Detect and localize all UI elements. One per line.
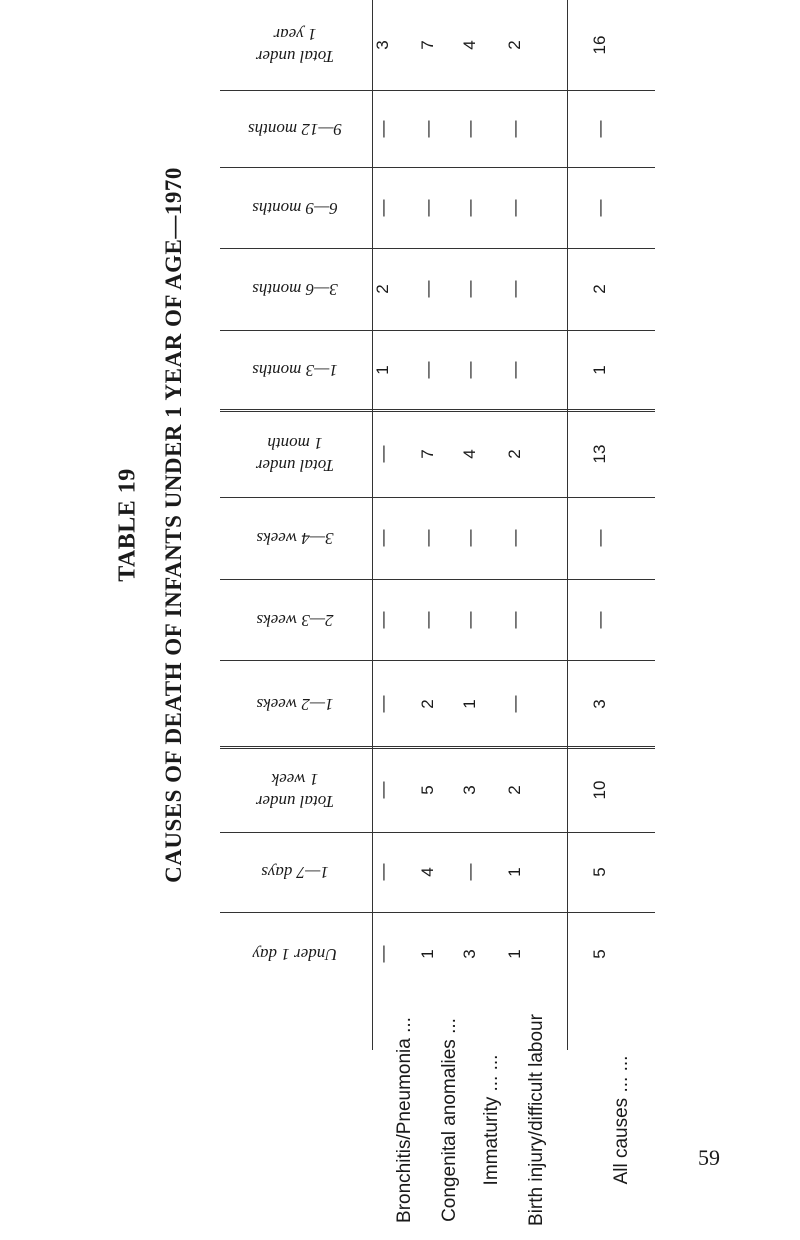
table-cell: — bbox=[505, 199, 524, 216]
section-rule bbox=[220, 746, 655, 749]
table-cell: — bbox=[418, 361, 437, 379]
table-cell: 4 bbox=[460, 448, 479, 459]
table-cell: 5 bbox=[418, 784, 437, 795]
row-label: Immaturity ... ... bbox=[481, 1054, 502, 1186]
column-header-line: 9—12 months bbox=[248, 119, 342, 139]
table-cell: — bbox=[460, 361, 479, 379]
table-cell: 1 bbox=[460, 698, 479, 709]
table-cell: 4 bbox=[418, 867, 437, 877]
column-header-line: 1—3 months bbox=[252, 361, 338, 380]
table-cell: — bbox=[418, 611, 437, 628]
row-label: All causes ... ... bbox=[611, 1055, 632, 1185]
table-cell: — bbox=[373, 945, 392, 962]
table-cell: — bbox=[505, 611, 524, 628]
header-divider bbox=[372, 0, 373, 1050]
table-cell: — bbox=[418, 280, 437, 298]
column-rule bbox=[220, 579, 655, 580]
column-rule bbox=[220, 167, 655, 168]
table-cell: — bbox=[460, 199, 479, 216]
column-header-line: Total under bbox=[255, 455, 335, 475]
table-cell: — bbox=[418, 199, 437, 216]
column-header bbox=[220, 527, 370, 549]
column-header bbox=[220, 432, 370, 476]
column-header bbox=[220, 861, 370, 883]
table-cell: 2 bbox=[590, 284, 609, 294]
table-cell: 2 bbox=[505, 40, 524, 50]
table-cell: — bbox=[505, 120, 524, 137]
table-cell: 4 bbox=[460, 40, 479, 50]
page-number: 59 bbox=[698, 1145, 720, 1170]
table-cell: — bbox=[505, 695, 524, 712]
table-cell: — bbox=[418, 529, 437, 547]
table-cell: 1 bbox=[505, 948, 524, 959]
table-cell: — bbox=[373, 120, 392, 137]
table-cell: 2 bbox=[418, 698, 437, 709]
table-cell: 2 bbox=[505, 784, 524, 795]
table-cell: 1 bbox=[373, 365, 392, 375]
row-label: Birth injury/difficult labour bbox=[526, 1014, 547, 1226]
column-rule bbox=[220, 832, 655, 833]
table-cell: — bbox=[590, 611, 609, 628]
table-cell: 1 bbox=[590, 365, 609, 375]
table-cell: — bbox=[418, 120, 437, 137]
table-cell: — bbox=[460, 120, 479, 137]
table-cell: 3 bbox=[373, 40, 392, 50]
table-cell: 3 bbox=[460, 784, 479, 795]
table-cell: — bbox=[505, 529, 524, 547]
column-header-line: 1—7 days bbox=[261, 863, 329, 882]
table-title: CAUSES OF DEATH OF INFANTS UNDER 1 YEAR OF AGE—1970 bbox=[161, 167, 186, 883]
table-cell: — bbox=[590, 120, 609, 137]
table-cell: — bbox=[460, 529, 479, 547]
column-header bbox=[220, 768, 370, 812]
table-cell: 7 bbox=[418, 448, 437, 459]
column-header-line: 6—9 months bbox=[252, 198, 338, 218]
column-header bbox=[220, 197, 370, 219]
table-cell: 1 bbox=[418, 948, 437, 959]
column-header-line: Total under bbox=[255, 47, 335, 66]
table-cell: 7 bbox=[418, 40, 437, 50]
column-header-line: Under 1 day bbox=[252, 944, 338, 964]
table-number: TABLE 19 bbox=[114, 468, 141, 582]
column-header bbox=[220, 278, 370, 300]
column-rule bbox=[220, 497, 655, 498]
column-header bbox=[220, 23, 370, 67]
table-cell: — bbox=[373, 529, 392, 547]
table-cell: 1 bbox=[505, 867, 524, 877]
column-rule bbox=[220, 90, 655, 91]
table-cell: — bbox=[373, 863, 392, 881]
column-header bbox=[220, 609, 370, 631]
table-cell: 2 bbox=[373, 284, 392, 294]
column-header-line: 3—6 months bbox=[252, 280, 338, 299]
section-rule bbox=[220, 409, 655, 412]
table-cell: 3 bbox=[460, 948, 479, 959]
column-rule bbox=[220, 912, 655, 913]
table-cell: 16 bbox=[590, 35, 609, 55]
table-cell: 5 bbox=[590, 867, 609, 877]
total-divider bbox=[567, 0, 568, 1050]
column-header bbox=[220, 943, 370, 965]
column-header bbox=[220, 359, 370, 381]
table-cell: — bbox=[460, 611, 479, 628]
table-cell: 3 bbox=[590, 698, 609, 709]
table-cell: — bbox=[373, 445, 392, 462]
table-cell: 5 bbox=[590, 948, 609, 959]
column-header bbox=[220, 693, 370, 715]
row-label: Bronchitis/Pneumonia ... bbox=[394, 1017, 415, 1223]
column-rule bbox=[220, 248, 655, 249]
table-cell: — bbox=[590, 199, 609, 216]
column-rule bbox=[220, 330, 655, 331]
table-cell: — bbox=[373, 611, 392, 628]
table-cell: 2 bbox=[505, 448, 524, 459]
table-cell: — bbox=[373, 199, 392, 216]
column-header bbox=[220, 118, 370, 140]
column-header-line: 1 month bbox=[267, 433, 323, 453]
table-cell: — bbox=[460, 863, 479, 881]
column-header-line: 1 week bbox=[271, 769, 319, 789]
row-label: Congenital anomalies ... bbox=[439, 1018, 460, 1222]
table-cell: 13 bbox=[590, 444, 609, 463]
table-cell: — bbox=[590, 529, 609, 547]
column-header-line: 2—3 weeks bbox=[256, 610, 334, 630]
column-rule bbox=[220, 660, 655, 661]
table-cell: 10 bbox=[590, 780, 609, 799]
table-cell: — bbox=[373, 695, 392, 712]
column-header-line: 3—4 weeks bbox=[256, 529, 334, 548]
table-cell: — bbox=[505, 361, 524, 379]
column-header-line: 1 year bbox=[273, 25, 317, 44]
column-header-line: 1—2 weeks bbox=[256, 694, 334, 714]
table-cell: — bbox=[460, 280, 479, 298]
table-cell: — bbox=[505, 280, 524, 298]
column-header-line: Total under bbox=[255, 791, 335, 811]
table-cell: — bbox=[373, 781, 392, 798]
